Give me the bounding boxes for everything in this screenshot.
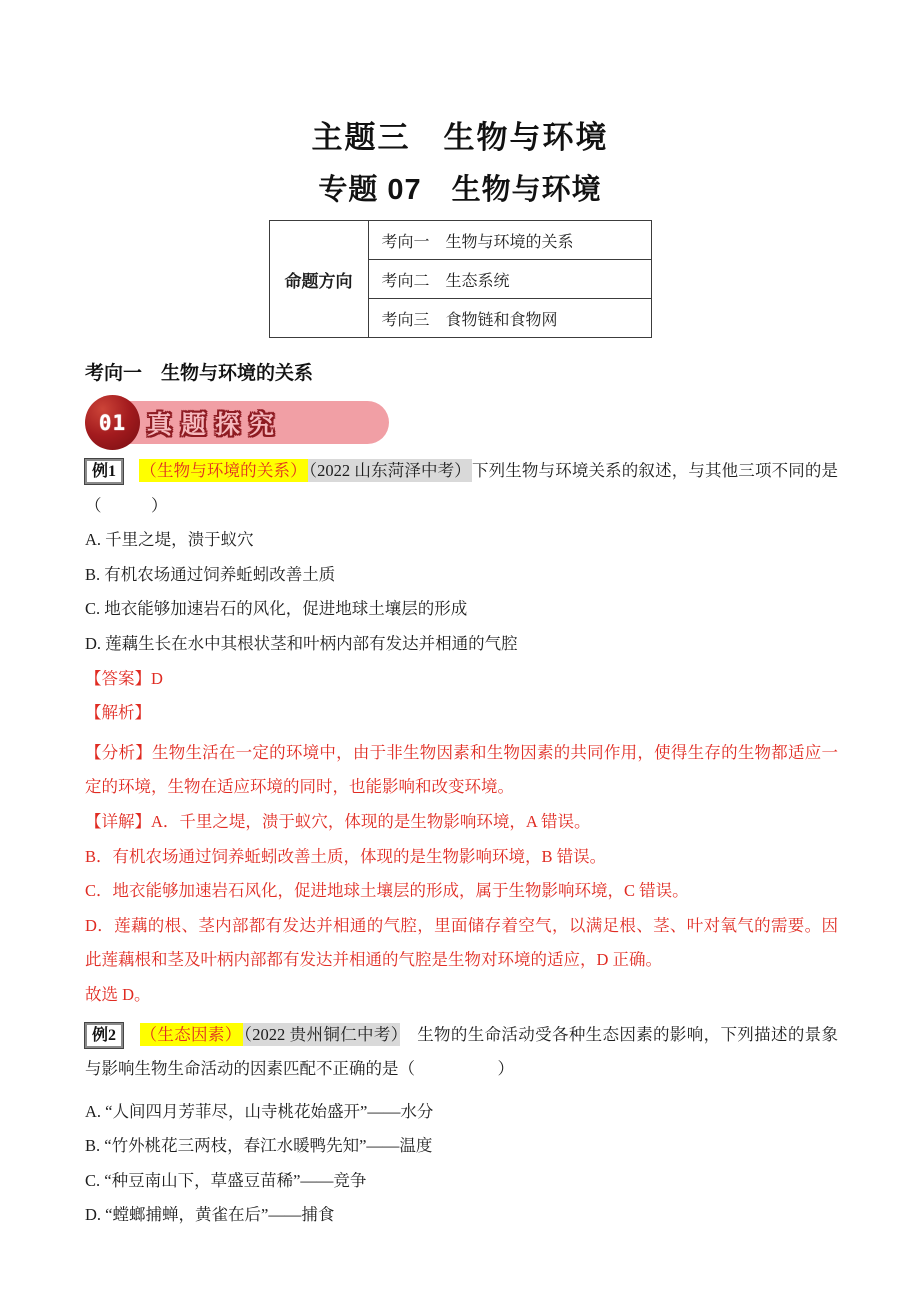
- table-row: [269, 221, 651, 260]
- example2-option-c: C. “种豆南山下，草盛豆苗稀”——竞争: [85, 1170, 367, 1190]
- example2-option-b: B. “竹外桃花三两枝，春江水暖鸭先知”——温度: [85, 1136, 433, 1156]
- section-heading: 考向一 生物与环境的关系: [85, 363, 314, 384]
- example2-option-a: A. “人间四月芳菲尽，山寺桃花始盛开”——水分: [85, 1101, 434, 1121]
- example1-option-d: D. 莲藕生长在水中其根状茎和叶柄内部有发达并相通的气腔: [85, 633, 518, 653]
- example1-stem: [85, 454, 838, 523]
- doc-subtitle: 专题 07 生物与环境: [318, 174, 602, 206]
- detail-label: 【详解】: [85, 811, 151, 831]
- example1-detail-b: B．有机农场通过饲养蚯蚓改善土质，体现的是生物影响环境，B 错误。: [85, 846, 607, 866]
- example2-option-d: D. “螳螂捕蝉，黄雀在后”——捕食: [85, 1205, 335, 1225]
- example2-stem-text: 生物的生命活动受各种生态因素的影响，下列描述的景象与影响生物生命活动的因素匹配不正确的是（ ）: [85, 1024, 839, 1079]
- direction-table: [269, 220, 652, 338]
- question-body: [85, 454, 838, 1233]
- direction-row-2: 考向二 生态系统: [368, 260, 651, 299]
- example1-jiexi-heading: 【解析】: [85, 703, 151, 723]
- example1-label: 例1: [85, 459, 123, 484]
- example1-tag: （生物与环境的关系）: [140, 461, 307, 480]
- example2-label: 例2: [85, 1023, 123, 1048]
- badge-label: 真题探究: [147, 410, 284, 439]
- example1-detail-a: [85, 805, 838, 840]
- example2-stem: [85, 1018, 838, 1087]
- exploration-badge: [85, 394, 385, 452]
- example1-conclusion: 故选 D。: [85, 984, 151, 1004]
- analysis-label: 【分析】: [85, 742, 152, 762]
- example1-option-b: B. 有机农场通过饲养蚯蚓改善土质: [85, 564, 336, 584]
- example1-option-a: A. 千里之堤，溃于蚁穴: [85, 530, 254, 550]
- example1-detail-d: D．莲藕的根、茎内部都有发达并相通的气腔，里面储存着空气，以满足根、茎、叶对氧气的需要。因此莲藕根和茎及叶柄内部都有发达并相通的气腔是生物对环境的适应，D 正确。: [85, 915, 838, 970]
- example1-stem-text: 下列生物与环境关系的叙述，与其他三项不同的是（ ）: [85, 461, 839, 515]
- example1-answer-line: [85, 662, 838, 697]
- example1-source: （2022 山东菏泽中考）: [308, 461, 471, 480]
- badge-number-icon: [85, 395, 140, 450]
- analysis-text: 生物生活在一定的环境中，由于非生物因素和生物因素的共同作用，使得生存的生物都适应一定的环境，生物在适应环境的同时，也能影响和改变环境。: [85, 742, 839, 797]
- example2-tag: （生态因素）: [140, 1024, 242, 1044]
- doc-title: 主题三 生物与环境: [311, 120, 609, 155]
- detail-a-text: A．千里之堤，溃于蚁穴，体现的是生物影响环境，A 错误。: [151, 811, 591, 831]
- badge-pill: [99, 401, 389, 444]
- direction-table-header: 命题方向: [269, 221, 368, 338]
- example1-analysis: [85, 736, 838, 805]
- example1-detail-c: C．地衣能够加速岩石风化，促进地球土壤层的形成，属于生物影响环境，C 错误。: [85, 881, 689, 901]
- direction-row-3: 考向三 食物链和食物网: [368, 299, 651, 338]
- example2-source: （2022 贵州铜仁中考）: [243, 1024, 400, 1044]
- answer-value: D: [151, 668, 163, 688]
- answer-label: 【答案】: [85, 668, 151, 688]
- example1-option-c: C. 地衣能够加速岩石的风化，促进地球土壤层的形成: [85, 599, 468, 619]
- direction-row-1: 考向一 生物与环境的关系: [368, 221, 651, 260]
- badge-number: 01: [98, 410, 127, 435]
